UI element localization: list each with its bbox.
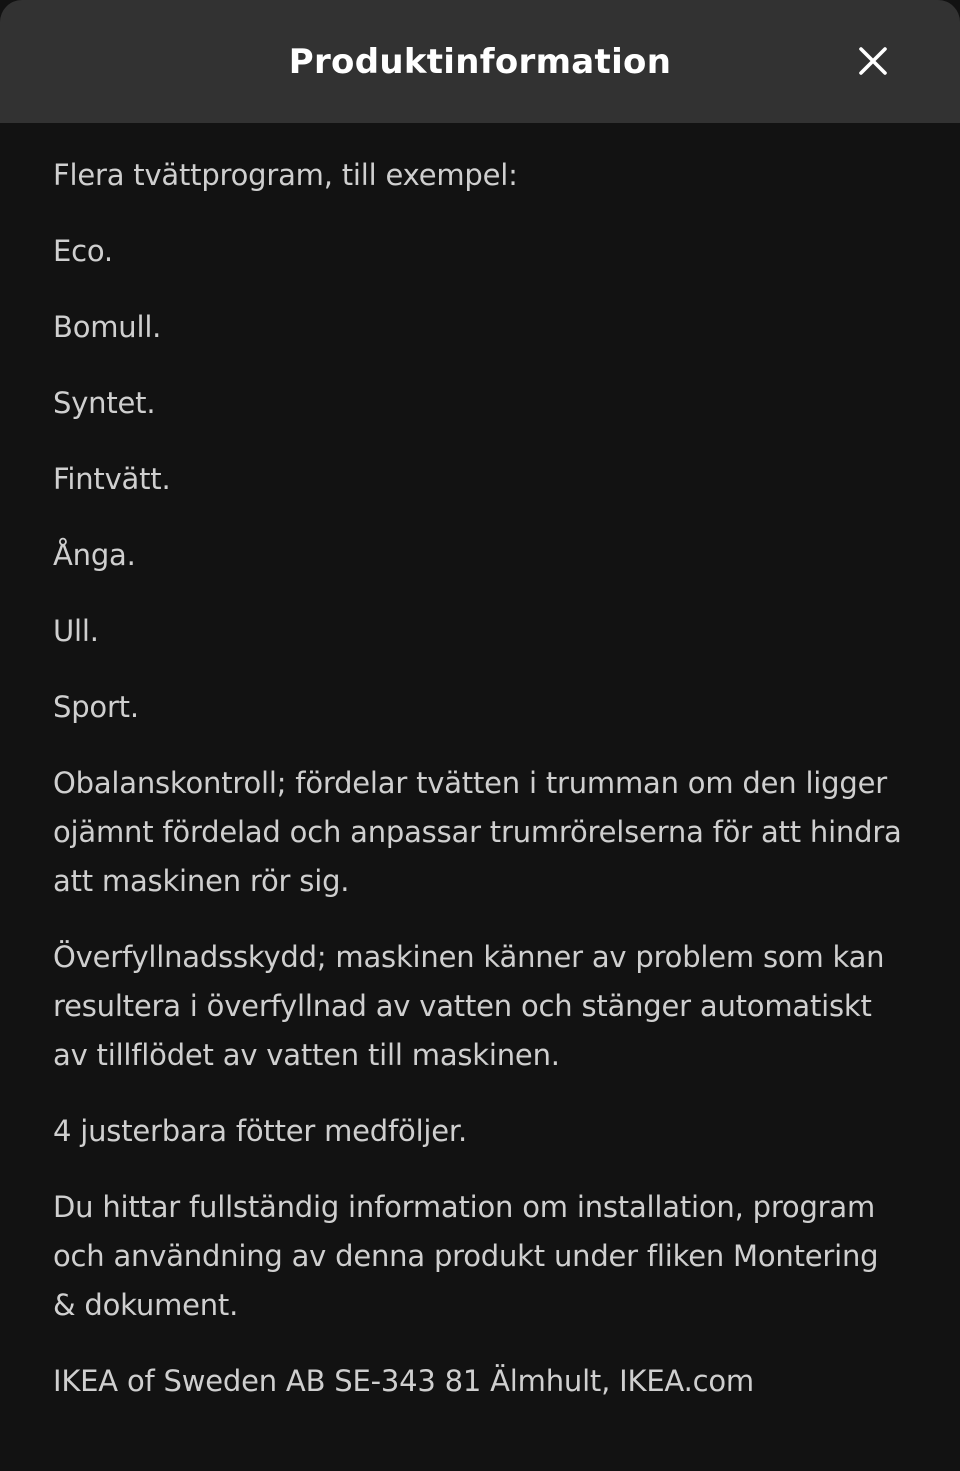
close-button[interactable] — [844, 32, 902, 90]
info-paragraph: IKEA of Sweden AB SE-343 81 Älmhult, IKEA.com — [53, 1364, 754, 1398]
info-paragraph: 4 justerbara fötter medföljer. — [53, 1114, 468, 1148]
info-paragraph: Du hittar fullständig information om installation, program och användning av denna produkt under fliken Montering & dokument. — [53, 1190, 879, 1322]
info-paragraph: Ull. — [53, 614, 99, 648]
info-paragraph: Syntet. — [53, 386, 156, 420]
info-paragraph: Överfyllnadsskydd; maskinen känner av problem som kan resultera i överfyllnad av vatten och stänger automatiskt av tillflödet av vatten till maskinen. — [53, 940, 885, 1072]
info-paragraph: Eco. — [53, 234, 113, 268]
info-paragraph: Bomull. — [53, 310, 162, 344]
page-title: Produktinformation — [288, 42, 672, 82]
info-paragraph: Obalanskontroll; fördelar tvätten i trumman om den ligger ojämnt fördelad och anpassar trumrörelserna för att hindra att maskinen rör sig. — [53, 766, 902, 898]
close-icon — [858, 46, 888, 76]
info-paragraph: Fintvätt. — [53, 462, 171, 496]
info-paragraph: Ånga. — [53, 538, 136, 572]
info-paragraph: Sport. — [53, 690, 139, 724]
info-paragraph: Flera tvättprogram, till exempel: — [53, 158, 518, 192]
sheet-header — [0, 0, 960, 123]
